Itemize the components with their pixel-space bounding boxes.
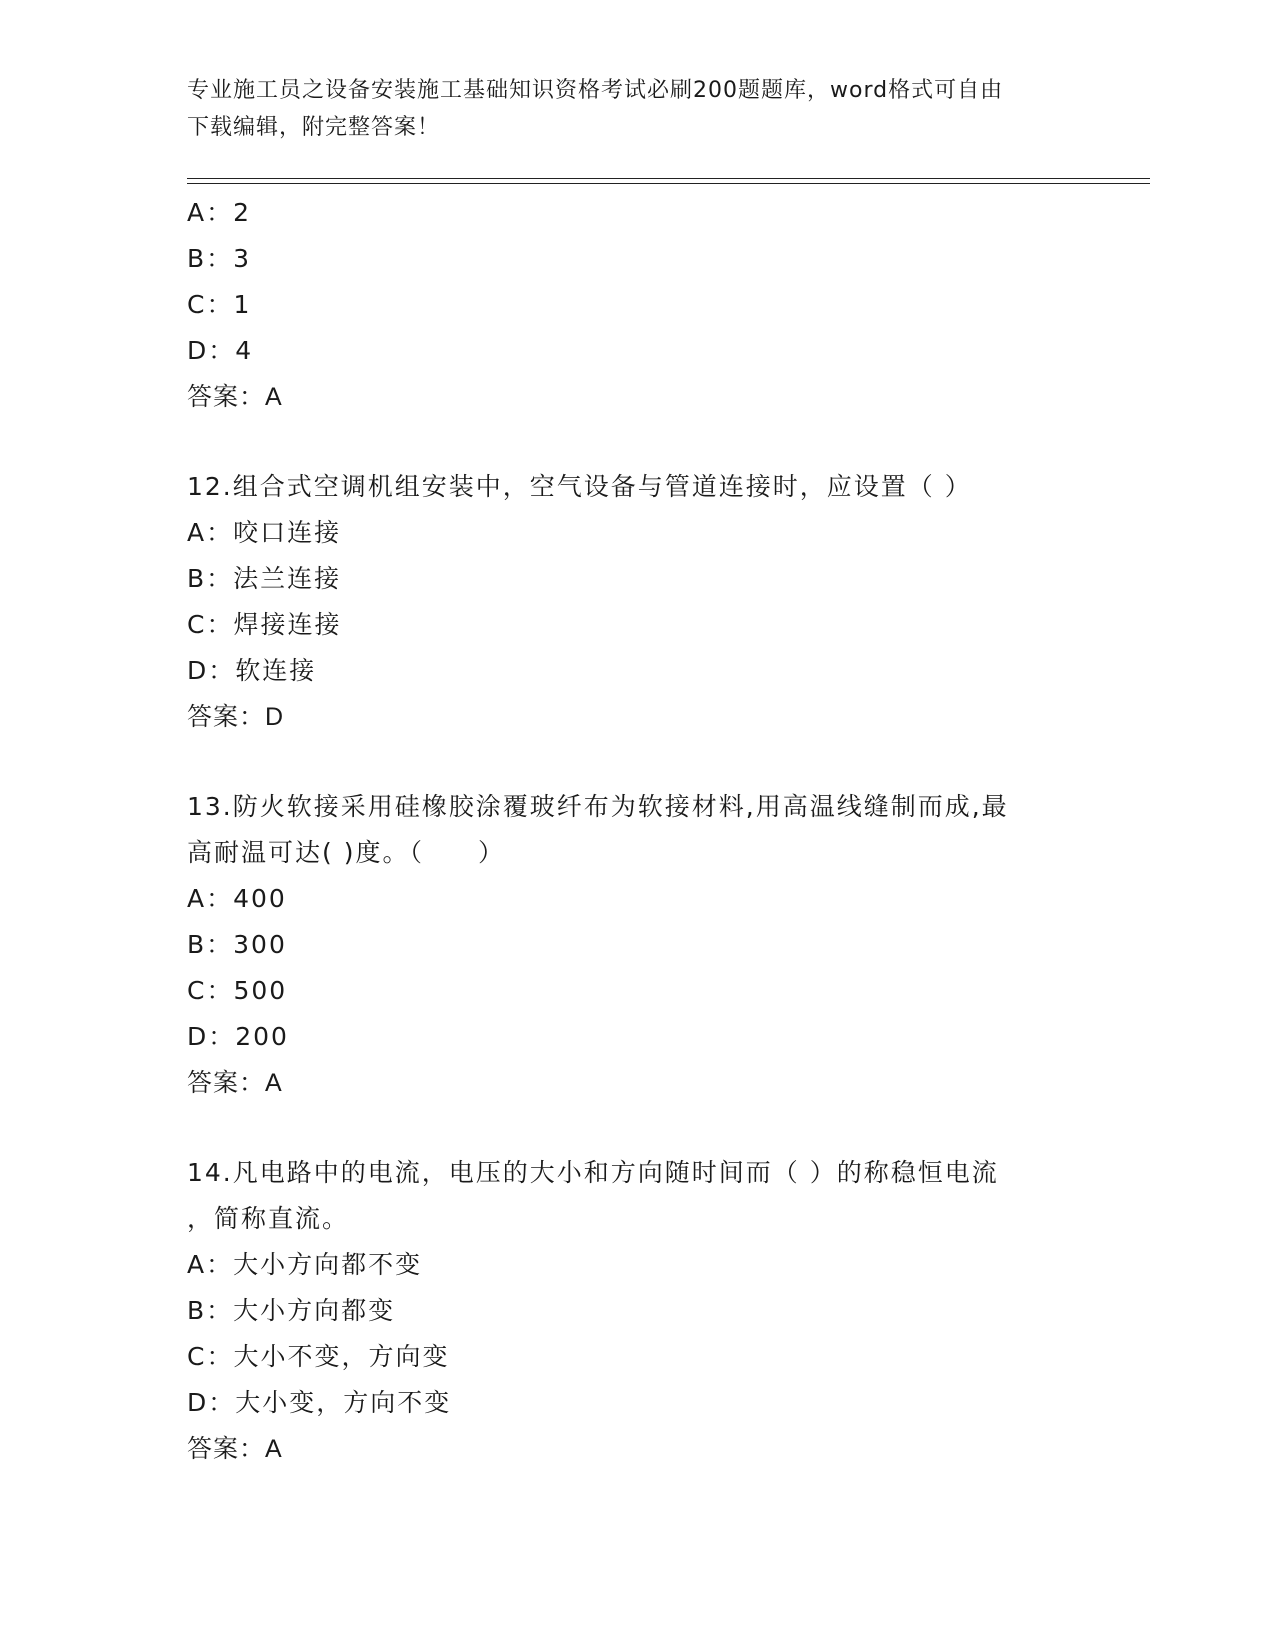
question-stem-line-2: 高耐温可达( )度。（ ） bbox=[187, 838, 505, 867]
option-c: C：大小不变，方向变 bbox=[187, 1342, 450, 1371]
option-b: B：大小方向都变 bbox=[187, 1296, 396, 1325]
option-c: C：1 bbox=[187, 290, 252, 319]
option-a: A：大小方向都不变 bbox=[187, 1250, 423, 1279]
header-line-1: 专业施工员之设备安装施工基础知识资格考试必刷200题题库，word格式可自由 bbox=[187, 78, 1004, 103]
answer: 答案：A bbox=[187, 383, 283, 411]
option-a: A：400 bbox=[187, 884, 287, 913]
question-stem-line-2: ，简称直流。 bbox=[187, 1204, 350, 1233]
question-stem-line-1: 14.凡电路中的电流，电压的大小和方向随时间而（ ）的称稳恒电流 bbox=[187, 1158, 999, 1187]
header-divider-top bbox=[187, 178, 1150, 179]
option-d: D：大小变，方向不变 bbox=[187, 1388, 452, 1417]
question-14 bbox=[187, 1150, 1087, 1472]
option-d: D：软连接 bbox=[187, 656, 317, 685]
question-12 bbox=[187, 464, 1087, 740]
answer: 答案：D bbox=[187, 703, 285, 731]
header-divider-bottom bbox=[187, 183, 1150, 184]
question-stem: 12.组合式空调机组安装中，空气设备与管道连接时，应设置（ ） bbox=[187, 472, 972, 501]
question-list bbox=[187, 190, 1087, 1472]
question-11 bbox=[187, 190, 1087, 420]
option-c: C：500 bbox=[187, 976, 288, 1005]
option-b: B：300 bbox=[187, 930, 287, 959]
option-a: A：2 bbox=[187, 198, 252, 227]
option-b: B：3 bbox=[187, 244, 252, 273]
option-b: B：法兰连接 bbox=[187, 564, 342, 593]
option-a: A：咬口连接 bbox=[187, 518, 342, 547]
document-header bbox=[187, 72, 1067, 146]
answer: 答案：A bbox=[187, 1435, 283, 1463]
question-stem-line-1: 13.防火软接采用硅橡胶涂覆玻纤布为软接材料,用高温线缝制而成,最 bbox=[187, 792, 1009, 821]
question-13 bbox=[187, 784, 1087, 1106]
option-c: C：焊接连接 bbox=[187, 610, 342, 639]
option-d: D：200 bbox=[187, 1022, 289, 1051]
option-d: D：4 bbox=[187, 336, 254, 365]
header-line-2: 下载编辑，附完整答案！ bbox=[187, 115, 441, 140]
answer: 答案：A bbox=[187, 1069, 283, 1097]
